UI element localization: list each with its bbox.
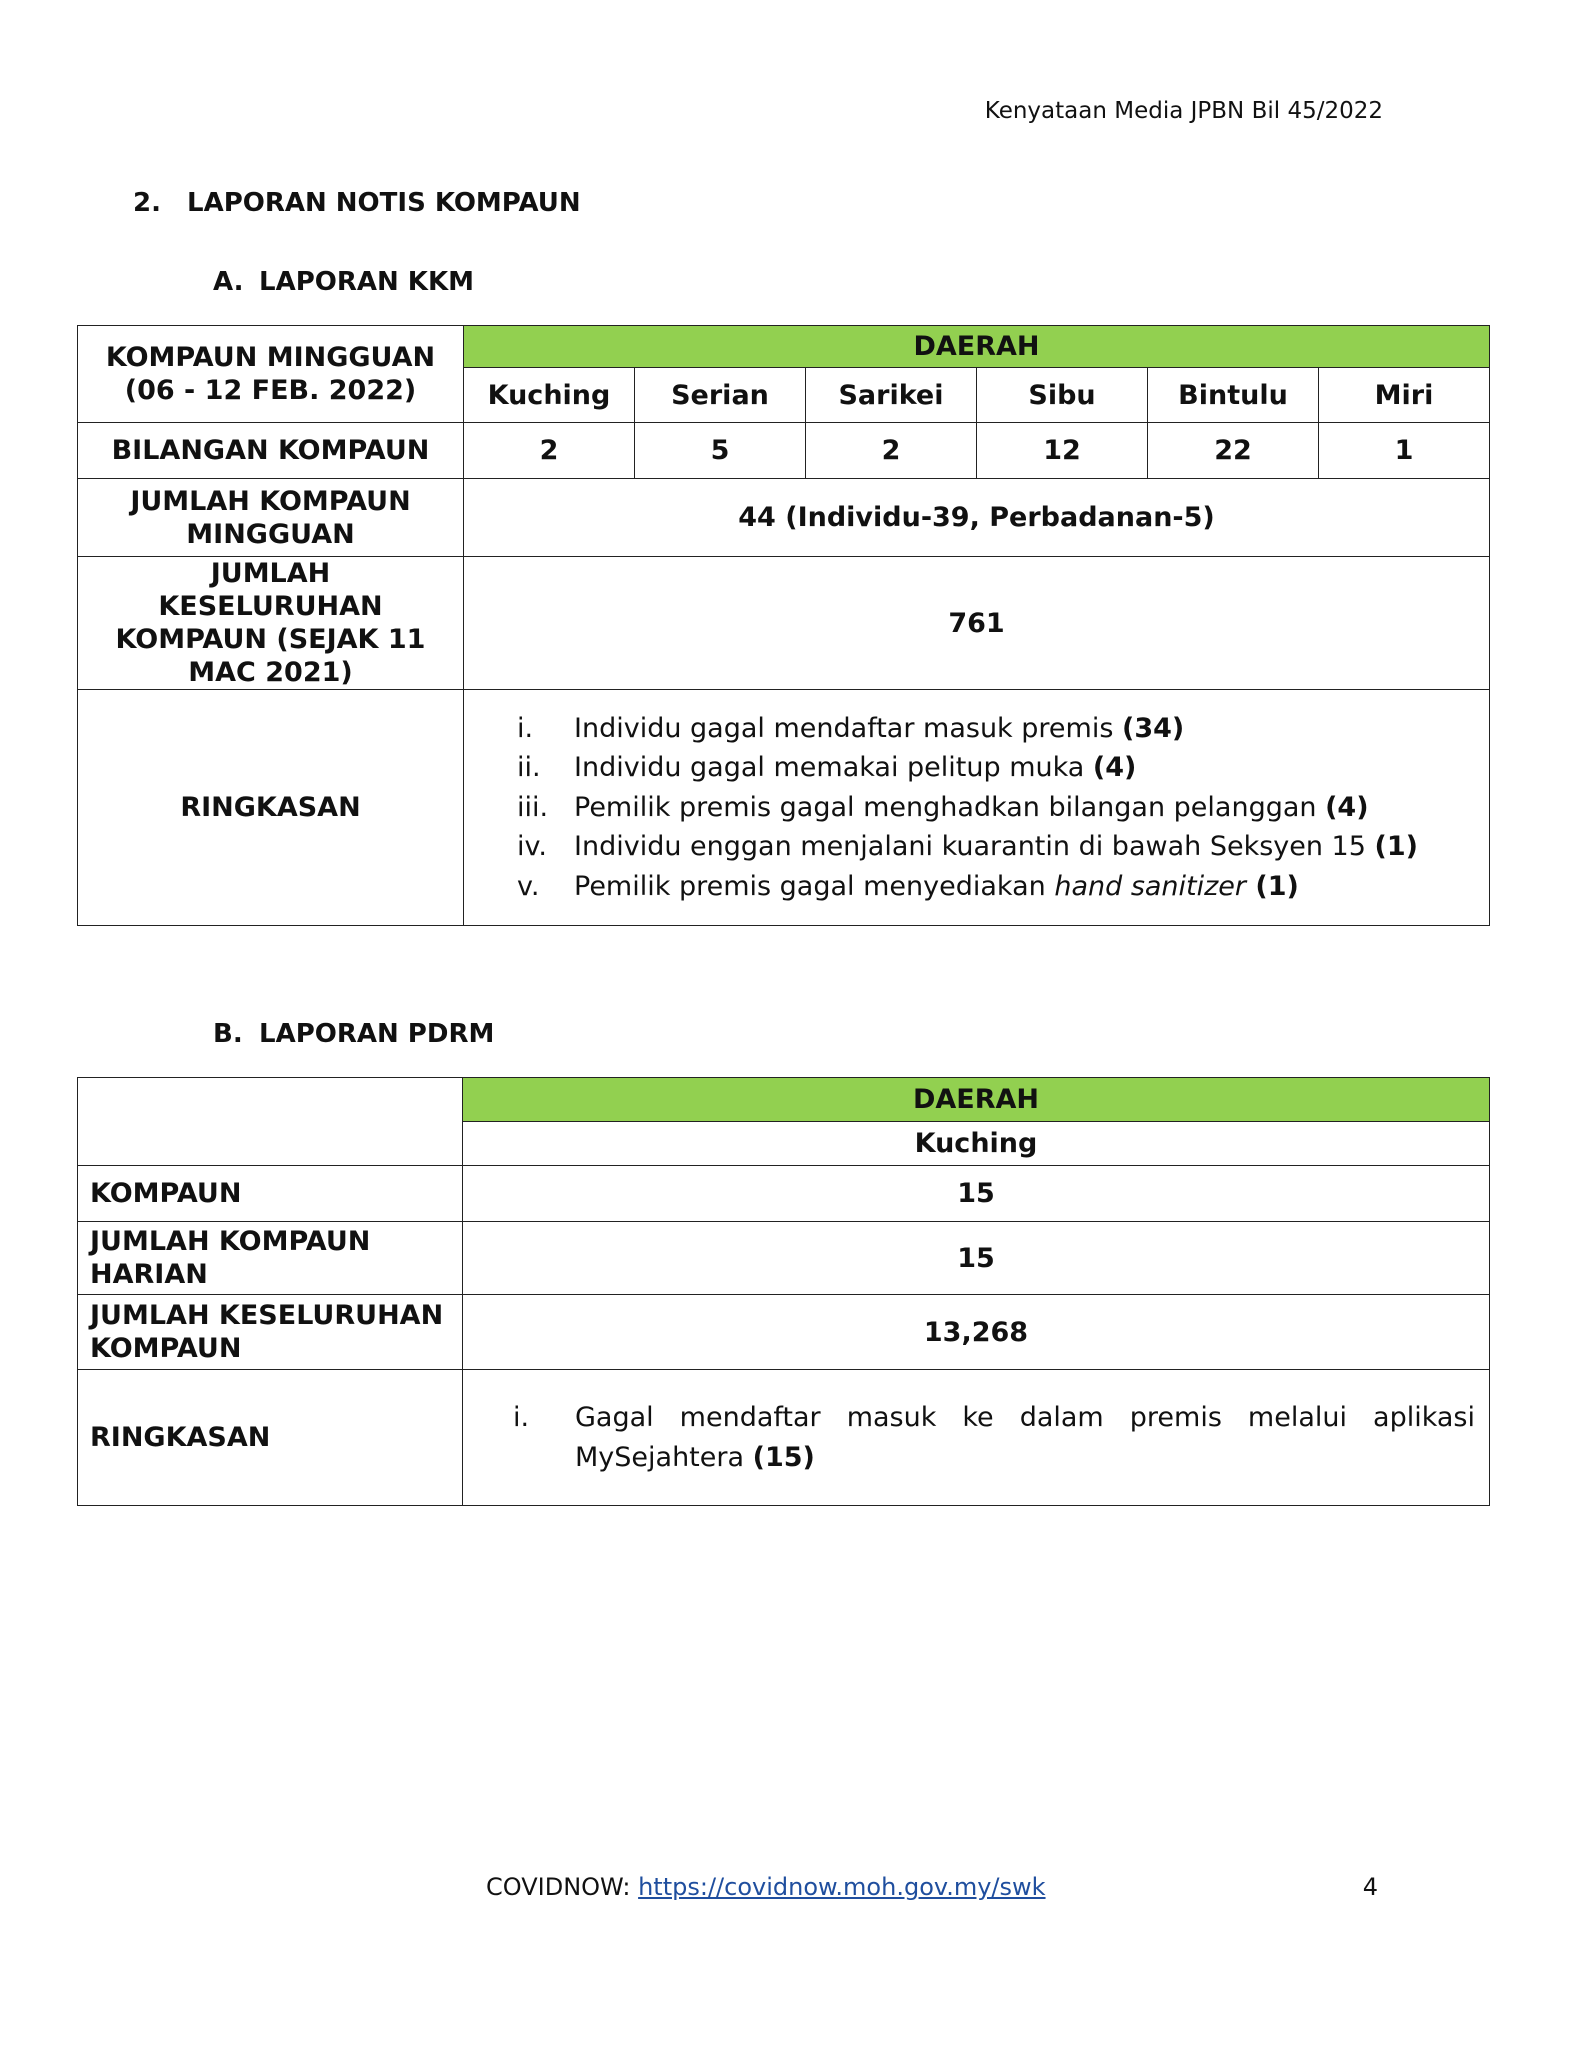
list-item-count: (15): [752, 1441, 815, 1473]
jumlah-mingguan-value: 44 (Individu-39, Perbadanan-5): [464, 479, 1490, 557]
pdrm-jumlah-harian-value: 15: [463, 1222, 1490, 1295]
list-item-text: Individu gagal mendaftar masuk premis: [574, 712, 1122, 744]
kkm-heading: [213, 267, 474, 297]
district-header: Miri: [1319, 368, 1490, 423]
pdrm-heading-text: LAPORAN PDRM: [259, 1019, 495, 1049]
kkm-heading-letter: A.: [213, 267, 244, 297]
pdrm-corner-cell: [78, 1078, 463, 1166]
bilangan-value: 1: [1319, 423, 1490, 479]
list-item-italic: hand sanitizer: [1054, 870, 1247, 902]
district-header: Kuching: [464, 368, 635, 423]
pdrm-ringkasan-label: RINGKASAN: [78, 1370, 463, 1506]
page-number: 4: [1362, 1873, 1378, 1901]
bilangan-kompaun-label: BILANGAN KOMPAUN: [78, 423, 464, 479]
list-item: [464, 867, 1489, 907]
kkm-ringkasan-content: [464, 690, 1490, 926]
bilangan-value: 2: [464, 423, 635, 479]
list-marker: iv.: [517, 831, 547, 863]
district-header: Serian: [635, 368, 806, 423]
bilangan-value: 22: [1148, 423, 1319, 479]
list-item-count: (4): [1092, 752, 1137, 784]
kkm-corner-label: KOMPAUN MINGGUAN (06 - 12 FEB. 2022): [78, 326, 464, 423]
document-reference: Kenyataan Media JPBN Bil 45/2022: [984, 98, 1383, 124]
kkm-compound-table: [77, 325, 1490, 926]
list-item-count: (34): [1122, 712, 1185, 744]
pdrm-daerah-header: DAERAH: [463, 1078, 1490, 1122]
jumlah-keseluruhan-value: 761: [464, 557, 1490, 690]
pdrm-kompaun-value: 15: [463, 1166, 1490, 1222]
district-header: Bintulu: [1148, 368, 1319, 423]
list-item-text: Individu enggan menjalani kuarantin di bawah Seksyen 15: [574, 831, 1375, 863]
list-item-text: Pemilik premis gagal menyediakan: [574, 870, 1055, 902]
list-item: [464, 748, 1489, 788]
list-item-text: Gagal mendaftar masuk ke dalam premis melalui aplikasi MySejahtera: [575, 1401, 1475, 1473]
covidnow-link[interactable]: https://covidnow.moh.gov.my/swk: [638, 1873, 1046, 1901]
district-header: Sibu: [977, 368, 1148, 423]
kkm-heading-text: LAPORAN KKM: [259, 267, 474, 297]
kkm-daerah-header: DAERAH: [464, 326, 1490, 368]
list-item-count: (1): [1246, 870, 1299, 902]
footer-label: COVIDNOW:: [486, 1873, 639, 1901]
pdrm-compound-table: [77, 1077, 1490, 1506]
jumlah-keseluruhan-label: JUMLAH KESELURUHAN KOMPAUN (SEJAK 11 MAC 2021): [78, 557, 464, 690]
pdrm-kompaun-label: KOMPAUN: [78, 1166, 463, 1222]
bilangan-value: 2: [806, 423, 977, 479]
list-item: [463, 1398, 1475, 1478]
footer: [486, 1873, 1046, 1901]
list-marker: iii.: [517, 791, 549, 823]
district-header: Sarikei: [806, 368, 977, 423]
pdrm-jumlah-keseluruhan-label: JUMLAH KESELURUHAN KOMPAUN: [78, 1295, 463, 1370]
jumlah-mingguan-label: JUMLAH KOMPAUN MINGGUAN: [78, 479, 464, 557]
bilangan-value: 12: [977, 423, 1148, 479]
kkm-ringkasan-list: [464, 709, 1489, 907]
list-marker: i.: [517, 712, 534, 744]
pdrm-heading: [213, 1019, 494, 1049]
list-item-count: (1): [1374, 831, 1418, 863]
list-item: [464, 827, 1489, 867]
section-number: 2.: [133, 188, 161, 218]
pdrm-ringkasan-content: [463, 1370, 1490, 1506]
list-marker: i.: [513, 1401, 530, 1433]
section-title-text: LAPORAN NOTIS KOMPAUN: [187, 188, 581, 218]
list-item: [464, 709, 1489, 749]
pdrm-heading-letter: B.: [213, 1019, 243, 1049]
list-item-count: (4): [1325, 791, 1369, 823]
section-title: [133, 188, 581, 218]
pdrm-jumlah-harian-label: JUMLAH KOMPAUN HARIAN: [78, 1222, 463, 1295]
list-item-text: Pemilik premis gagal menghadkan bilangan pelanggan: [574, 791, 1326, 823]
pdrm-district-header: Kuching: [463, 1122, 1490, 1166]
kkm-ringkasan-label: RINGKASAN: [78, 690, 464, 926]
list-item-text: Individu gagal memakai pelitup muka: [574, 752, 1093, 784]
list-marker: v.: [517, 870, 540, 902]
list-marker: ii.: [517, 752, 541, 784]
pdrm-jumlah-keseluruhan-value: 13,268: [463, 1295, 1490, 1370]
bilangan-value: 5: [635, 423, 806, 479]
list-item: [464, 788, 1489, 828]
